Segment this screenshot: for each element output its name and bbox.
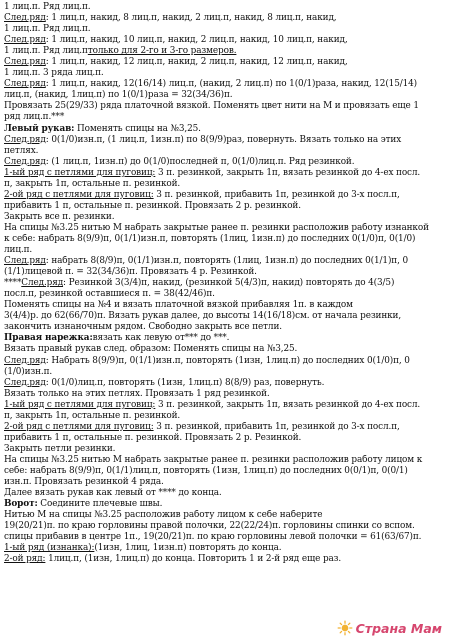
text-line	[4, 488, 447, 499]
text-run: 1 лиц.п. Ряд лиц.п.	[4, 2, 91, 12]
text-run: Соедините плечевые швы.	[37, 499, 163, 510]
section-heading: Правая нарежка:	[4, 333, 93, 344]
text-run: лиц.п.	[4, 245, 33, 256]
text-run: п, закрыть 1п, остальные п. резинкой.	[4, 410, 181, 421]
text-run: 3 п. резинкой, прибавить 1п, резинкой до 3-х посл.п,	[153, 421, 400, 432]
text-run: петлях.	[4, 145, 39, 156]
text-run: (1/1)лицевой п. = 32(34/36)п. Провязать 4 р. Резинкой.	[4, 267, 257, 278]
text-line	[4, 433, 447, 444]
text-line	[4, 466, 447, 477]
text-line	[4, 278, 447, 289]
text-line	[4, 378, 447, 389]
sun-icon	[337, 620, 353, 636]
text-run: к себе: набрать 8(9/9)п, 0(1/1)изн.п, повторять (1лиц, 1изн.п) до последних 0(1/0)п, 0(1/0)	[4, 233, 416, 244]
row-label: След.ряд	[4, 35, 46, 46]
section-heading: Левый рукав:	[4, 123, 75, 134]
text-run: Поменять спицы на №4 и вязать платочной вязкой прибавляя 1п. в каждом	[4, 300, 353, 311]
row-label: След.ряд	[4, 156, 46, 167]
document-page	[4, 2, 447, 565]
watermark-text: Страна Мам	[355, 620, 442, 636]
text-line	[4, 124, 447, 135]
row-label: 2-ой ряд с петлями для пуговиц:	[4, 421, 154, 432]
text-run: Поменять спицы на №3,25.	[74, 123, 201, 134]
text-line	[4, 455, 447, 466]
text-run: Закрыть все п. резинки.	[4, 211, 115, 222]
text-run: Нитью М на спицы №3.25 расположив работу лицом к себе наберите	[4, 510, 323, 521]
text-run: Провязать 25(29/33) ряда платочной вязкой. Поменять цвет нити на М и провязать еще 1	[4, 101, 419, 112]
text-run: Вязать правый рукав след. образом: Поменять спицы на №3,25.	[4, 344, 298, 355]
text-line	[4, 521, 447, 532]
text-run: посл.п, резинкой оставшиеся п. = 38(42/46)п.	[4, 289, 215, 300]
text-line	[4, 212, 447, 223]
row-label: След.ряд	[4, 377, 46, 388]
text-run: 3 п. резинкой, закрыть 1п, вязать резинкой до 4-ех посл.	[155, 399, 421, 410]
text-run: : 0(1/0)лиц.п, повторять (1изн, 1лиц.п) 8(8/9) раз, повернуть.	[45, 377, 325, 388]
text-run: 3 п. резинкой, прибавить 1п, резинкой до 3-х посл.п,	[153, 189, 400, 200]
text-run: закончить изнаночным рядом. Свободно закрыть все петли.	[4, 322, 282, 333]
text-line	[4, 367, 447, 378]
text-line	[4, 311, 447, 322]
text-run: : 1 лиц.п, накид, 8 лиц.п, накид, 2 лиц.п, накид, 8 лиц.п, накид,	[45, 13, 337, 24]
text-line	[4, 168, 447, 179]
text-line	[4, 190, 447, 201]
row-label: 2-ой ряд:	[4, 554, 46, 565]
text-run: прибавить 1 п, остальные п. резинкой. Провязать 2 р. Резинкой.	[4, 432, 302, 443]
text-line	[4, 57, 447, 68]
text-line	[4, 344, 447, 355]
text-run: 19(20/21)п. по краю горловины правой полочки, 22(22/24)п. горловины спинки со вспом.	[4, 521, 415, 532]
text-line	[4, 234, 447, 245]
text-run: 1 лиц.п. 3 ряда лиц.п.	[4, 68, 104, 79]
text-line	[4, 422, 447, 433]
text-run: Вязать только на этих петлях. Провязать 1 ряд резинкой.	[4, 388, 270, 399]
site-watermark	[335, 619, 444, 637]
text-run: (1/0)изн.п.	[4, 366, 53, 377]
text-line	[4, 554, 447, 565]
text-line	[4, 223, 447, 234]
text-run: 3(4/4)р. до 62(66/70)п. Вязать рукав далее, до высоты 14(16/18)см. от начала резинки,	[4, 311, 402, 322]
text-run: 1 лиц.п. Ряд лиц.п.	[4, 24, 91, 35]
text-line	[4, 256, 447, 267]
text-run: : 1 лиц.п, накид, 12(16/14) лиц.п, (накид, 2 лиц.п) по 1(0/1)раза, накид, 12(15/14)	[45, 79, 417, 90]
text-line	[4, 13, 447, 24]
text-line	[4, 267, 447, 278]
row-label: только для 2-го и 3-го размеров.	[87, 46, 237, 57]
text-run: ряд лиц.п.***	[4, 112, 65, 123]
row-label: След.ряд	[4, 134, 46, 145]
text-run: Закрыть петли резинки.	[4, 443, 116, 454]
text-run: : Резинкой 3(3/4)п, накид, (резинкой 5(4/3)п, накид) повторять до 4(3/5)	[63, 278, 395, 289]
text-line	[4, 543, 447, 554]
row-label: След.ряд	[4, 256, 46, 267]
text-line	[4, 179, 447, 190]
text-line	[4, 411, 447, 422]
text-line	[4, 201, 447, 212]
text-line	[4, 444, 447, 455]
text-line	[4, 2, 447, 13]
text-line	[4, 333, 447, 344]
row-label: След.ряд	[21, 278, 64, 289]
text-line	[4, 322, 447, 333]
text-run: 3 п. резинкой, закрыть 1п, вязать резинкой до 4-ех посл.	[155, 167, 421, 178]
row-label: 1-ый ряд с петлями для пуговиц:	[4, 167, 156, 178]
text-run: : 1 лиц.п, накид, 12 лиц.п, накид, 2 лиц.п, накид, 12 лиц.п, накид,	[45, 57, 348, 68]
text-line	[4, 24, 447, 35]
text-run: изн.п. Провязать резинкой 4 ряда.	[4, 477, 164, 488]
text-run: себе: набрать 8(9/9)п, 0(1/1)лиц.п, повторять (1изн, 1лиц.п) до последних 0(0/1)п, 0(0/1)	[4, 465, 408, 476]
text-line	[4, 477, 447, 488]
text-line	[4, 400, 447, 411]
text-line	[4, 35, 447, 46]
row-label: След.ряд	[4, 79, 46, 90]
text-run: : Набрать 8(9/9)п, 0(1/1)изн.п, повторять (1изн, 1лиц.п) до последних 0(1/0)п, 0	[45, 355, 410, 366]
text-line	[4, 300, 447, 311]
text-run: : набрать 8(8/9)п, 0(1/1)изн.п, повторять (1лиц, 1изн.п) до последних 0(1/1)п, 0	[45, 256, 409, 267]
row-label: 1-ый ряд с петлями для пуговиц:	[4, 399, 156, 410]
text-line	[4, 46, 447, 57]
text-run: вязать как левую от*** до ***.	[92, 333, 230, 344]
text-run: 1 лиц.п. Ряд лиц.п	[4, 46, 88, 57]
text-line	[4, 157, 447, 168]
text-run: (1изн, 1лиц, 1изн.п) повторять до конца.	[94, 543, 282, 554]
text-run: : (1 лиц.п, 1изн.п) до 0(1/0)последней п, 0(1/0)лиц.п. Ряд резинкой.	[45, 156, 355, 167]
text-run: ****	[4, 278, 22, 289]
text-line	[4, 532, 447, 543]
text-line	[4, 289, 447, 300]
text-line	[4, 68, 447, 79]
text-line	[4, 146, 447, 157]
text-line	[4, 135, 447, 146]
text-run: спицы прибавив в центре 1п., 19(20/21)п. по краю горловины левой полочки = 61(63/67)п.	[4, 532, 422, 543]
text-line	[4, 112, 447, 123]
text-run: п, закрыть 1п, остальные п. резинкой.	[4, 178, 181, 189]
text-run: 1лиц.п, (1изн, 1лиц.п) до конца. Повторить 1 и 2-й ряд еще раз.	[45, 554, 342, 565]
text-line	[4, 510, 447, 521]
text-run: прибавить 1 п, остальные п. резинкой. Провязать 2 р. резинкой.	[4, 200, 301, 211]
text-line	[4, 356, 447, 367]
row-label: След.ряд	[4, 355, 46, 366]
text-line	[4, 499, 447, 510]
text-line	[4, 101, 447, 112]
text-run: лиц.п, (накид, 1лиц.п) по 1(0/1)раза = 32(34/36)п.	[4, 90, 233, 101]
row-label: 1-ый ряд (изнанка):	[4, 543, 95, 554]
row-label: 2-ой ряд с петлями для пуговиц:	[4, 189, 154, 200]
text-run: : 1 лиц.п, накид, 10 лиц.п, накид, 2 лиц.п, накид, 10 лиц.п, накид,	[45, 35, 348, 46]
text-line	[4, 389, 447, 400]
text-line	[4, 79, 447, 90]
row-label: След.ряд	[4, 13, 46, 24]
text-run: На спицы №3.25 нитью М набрать закрытые ранее п. резинки расположив работу изнанкой	[4, 222, 429, 233]
text-run: Далее вязать рукав как левый от **** до конца.	[4, 488, 222, 499]
text-line	[4, 245, 447, 256]
text-run: На спицы №3.25 нитью М набрать закрытые ранее п. резинки расположив работу лицом к	[4, 454, 423, 465]
text-line	[4, 90, 447, 101]
text-run: : 0(1/0)изн.п, (1 лиц.п, 1изн.п) по 8(9/9)раз, повернуть. Вязать только на этих	[45, 134, 402, 145]
section-heading: Ворот:	[4, 499, 38, 510]
row-label: След.ряд	[4, 57, 46, 68]
